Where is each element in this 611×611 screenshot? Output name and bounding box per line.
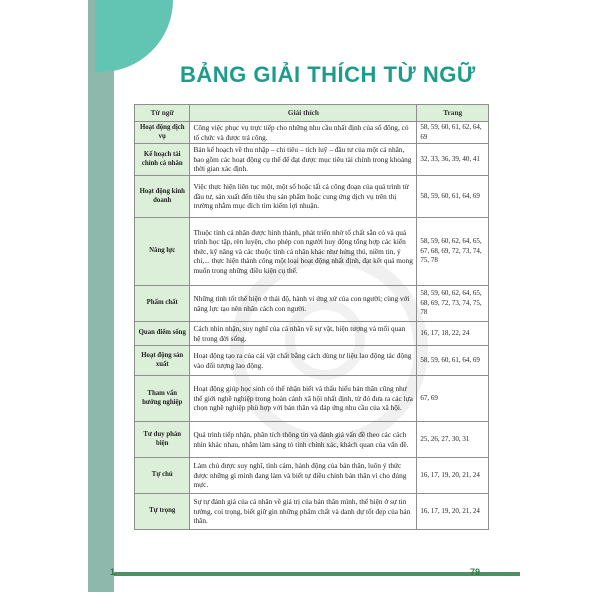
term-cell: Hoạt động sản xuất xyxy=(135,346,190,376)
table-row xyxy=(135,286,489,322)
term-cell: Hoạt động dịch vụ xyxy=(135,122,190,144)
page-title: BẢNG GIẢI THÍCH TỪ NGỮ xyxy=(180,62,476,87)
explanation-cell: Công việc phục vụ trực tiếp cho những nhu cầu nhất định của số đông, có tổ chức và được trả công. xyxy=(190,122,417,144)
footer-bar xyxy=(114,572,520,576)
pages-cell: 58, 59, 60, 61, 64, 69 xyxy=(417,346,489,376)
explanation-cell: Cách nhìn nhận, suy nghĩ của cá nhân về sự vật, hiện tượng và mối quan hệ trong đời sống. xyxy=(190,322,417,346)
term-cell: Tự chủ xyxy=(135,458,190,494)
table-row xyxy=(135,458,489,494)
term-cell: Tư duy phản biện xyxy=(135,422,190,458)
pages-cell: 58, 59, 60, 62, 64, 65, 68, 69, 72, 73, 74, 75, 78 xyxy=(417,286,489,322)
explanation-cell: Việc thực hiện liên tục một, một số hoặc tất cả công đoạn của quá trình từ đầu tư, sản xuất đến tiêu thụ sản phẩm hoặc cung ứng dịch vụ trên thị trường nhằm mục đích tìm kiếm lợi nhuận. xyxy=(190,176,417,218)
explanation-cell: Những tính tốt thể hiện ở thái độ, hành vi ứng xử của con người; cùng với năng lực tạo nên nhân cách con người. xyxy=(190,286,417,322)
pages-cell: 58, 59, 60, 61, 62, 64, 69 xyxy=(417,122,489,144)
explanation-cell: Bản kế hoạch về thu nhập – chi tiêu – tích luỹ – đầu tư của một cá nhân, bao gồm các hoạt động cụ thể để đạt được mục tiêu tài chính trong khoảng thời gian xác định. xyxy=(190,144,417,176)
table-row xyxy=(135,494,489,530)
table-row xyxy=(135,144,489,176)
explanation-cell: Làm chủ được suy nghĩ, tình cảm, hành động của bản thân, luôn ý thức được những gì mình đang làm và biết tự điều chỉnh bản thân vì cho đúng mực. xyxy=(190,458,417,494)
table-row xyxy=(135,176,489,218)
explanation-cell: Hoạt động tạo ra của cải vật chất bằng cách dùng tư liệu lao động tác động vào đối tượng lao động. xyxy=(190,346,417,376)
corner-decoration xyxy=(95,0,173,72)
table-header-row xyxy=(135,105,489,122)
page-number: 79 xyxy=(470,567,481,577)
term-cell: Tự trọng xyxy=(135,494,190,530)
table-row xyxy=(135,422,489,458)
term-cell: Hoạt động kinh doanh xyxy=(135,176,190,218)
table-row xyxy=(135,322,489,346)
term-cell: Phẩm chất xyxy=(135,286,190,322)
pages-cell: 16, 17, 19, 20, 21, 24 xyxy=(417,458,489,494)
pages-cell: 58, 59, 60, 61, 64, 69 xyxy=(417,176,489,218)
explanation-cell: Sự tự đánh giá của cá nhân về giá trị của bản thân mình, thể hiện ở sự tin tưởng, coi trọng, biết giữ gìn những phẩm chất và danh dự tốt đẹp của bản thân. xyxy=(190,494,417,530)
pages-cell: 58, 59, 60, 62, 64, 65, 67, 68, 69, 72, 73, 74, 75, 78 xyxy=(417,218,489,286)
header-explanation: Giải thích xyxy=(190,105,417,122)
table-row xyxy=(135,218,489,286)
term-cell: Năng lực xyxy=(135,218,190,286)
table-row xyxy=(135,346,489,376)
table-row xyxy=(135,122,489,144)
pages-cell: 25, 26, 27, 30, 31 xyxy=(417,422,489,458)
header-pages: Trang xyxy=(417,105,489,122)
pages-cell: 16, 17, 19, 20, 21, 24 xyxy=(417,494,489,530)
term-cell: Tham vấn hướng nghiệp xyxy=(135,376,190,422)
explanation-cell: Thuộc tính cá nhân được hình thành, phát triển nhờ tố chất sẵn có và quá trình học tập, rèn luyện, cho phép con người huy động tổng hợp các kiến thức, kỹ năng và các thuộc tính cá nhân khác như hứng thú, niềm tin, ý chí,... thực hiện thành công một loại hoạt động nhất định, đạt kết quả mong muốn trong những điều kiện cụ thể. xyxy=(190,218,417,286)
term-cell: Kế hoạch tài chính cá nhân xyxy=(135,144,190,176)
term-cell: Quan điểm sống xyxy=(135,322,190,346)
header-term: Từ ngữ xyxy=(135,105,190,122)
left-margin-band xyxy=(88,0,114,592)
left-page-marker: 1 xyxy=(110,567,116,577)
pages-cell: 67, 69 xyxy=(417,376,489,422)
pages-cell: 32, 33, 36, 39, 40, 41 xyxy=(417,144,489,176)
explanation-cell: Quá trình tiếp nhận, phân tích thông tin và đánh giá vấn đề theo các cách nhìn khác nhau, nhằm làm sáng tỏ tính chính xác, khách quan của vấn đề. xyxy=(190,422,417,458)
explanation-cell: Hoạt động giúp học sinh có thể nhận biết và thấu hiểu bản thân cũng như thế giới nghề nghiệp trong hoàn cảnh xã hội nhất định, từ đó đưa ra các lựa chọn nghề nghiệp phù hợp với bản thân và đáp ứng nhu cầu của xã hội. xyxy=(190,376,417,422)
glossary-table xyxy=(134,104,489,530)
table-row xyxy=(135,376,489,422)
pages-cell: 16, 17, 18, 22, 24 xyxy=(417,322,489,346)
